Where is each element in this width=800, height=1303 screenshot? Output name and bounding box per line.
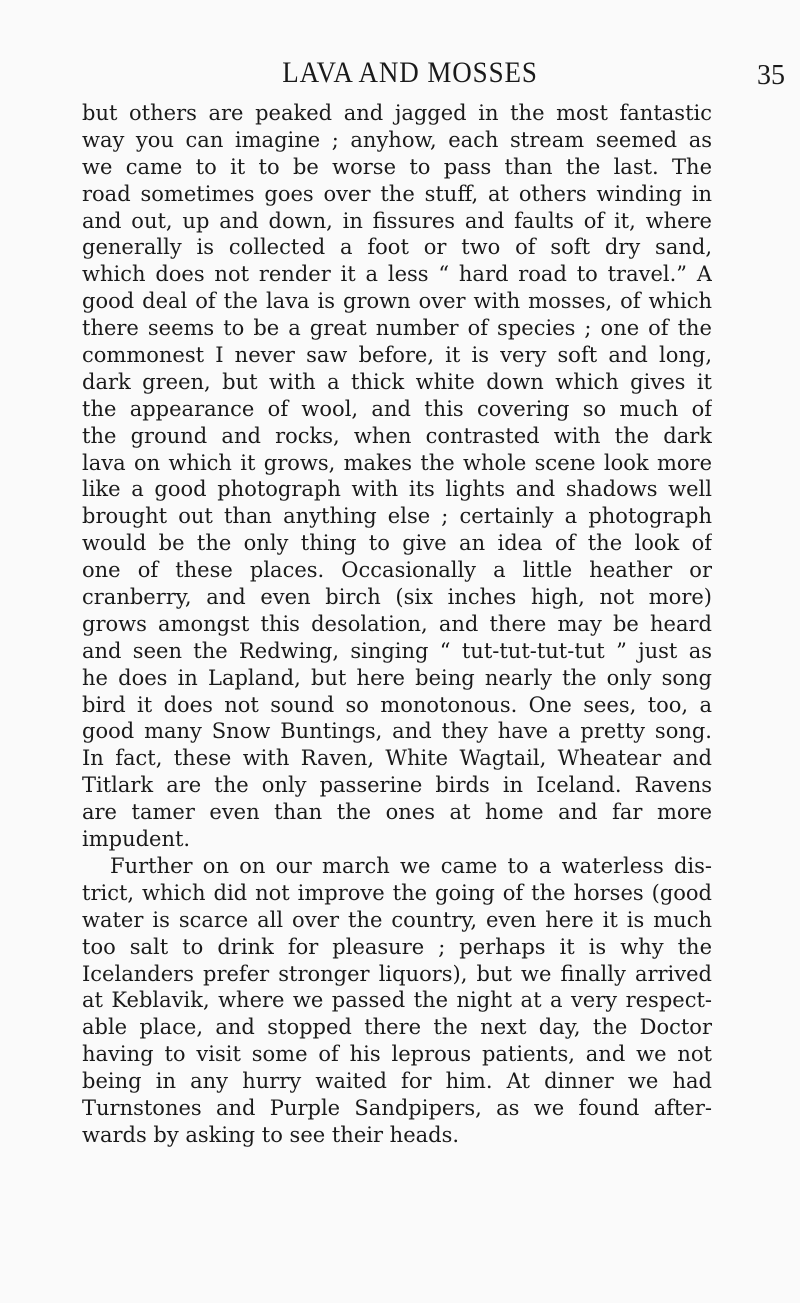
text-line: being in any hurry waited for him. At dinner we had xyxy=(82,1069,712,1094)
text-line: too salt to drink for pleasure ; perhaps it is why the xyxy=(82,934,712,959)
text-line: the appearance of wool, and this covering so much of xyxy=(82,396,712,421)
paragraph-end-line: impudent. xyxy=(82,827,191,852)
text-line: good many Snow Buntings, and they have a pretty song. xyxy=(82,719,712,744)
text-line: grows amongst this desolation, and there may be heard xyxy=(82,611,712,636)
text-line: cranberry, and even birch (six inches high, not more) xyxy=(82,585,712,610)
text-line: way you can imagine ; anyhow, each stream seemed as xyxy=(82,127,712,152)
running-head: LAVA AND MOSSES xyxy=(282,56,538,89)
text-line: brought out than anything else ; certainly a photograph xyxy=(82,504,712,529)
text-line: are tamer even than the ones at home and far more xyxy=(82,800,712,825)
text-line: commonest I never saw before, it is very soft and long, xyxy=(82,343,712,368)
text-line: dark green, but with a thick white down which gives it xyxy=(82,369,712,394)
text-line: road sometimes goes over the stuff, at others winding in xyxy=(82,181,712,206)
paragraph-end-line: wards by asking to see their heads. xyxy=(82,1122,460,1147)
text-line: good deal of the lava is grown over with mosses, of which xyxy=(82,289,712,314)
text-line: bird it does not sound so monotonous. One sees, too, a xyxy=(82,692,712,717)
text-line: and out, up and down, in fissures and faults of it, where xyxy=(82,208,712,233)
text-line: Titlark are the only passerine birds in Iceland. Ravens xyxy=(82,773,712,798)
text-line: but others are peaked and jagged in the most fantastic xyxy=(82,101,712,125)
text-line: Turnstones and Purple Sandpipers, as we found after- xyxy=(82,1095,712,1120)
text-line: there seems to be a great number of species ; one of the xyxy=(82,316,712,341)
text-line: able place, and stopped there the next day, the Doctor xyxy=(82,1015,712,1040)
text-line: he does in Lapland, but here being nearly the only song xyxy=(82,665,712,690)
text-line: having to visit some of his leprous patients, and we not xyxy=(82,1042,712,1067)
text-line: we came to it to be worse to pass than the last. The xyxy=(82,154,712,179)
paragraph-start-line: Further on on our march we came to a waterless dis- xyxy=(110,853,712,878)
text-line: one of these places. Occasionally a little heather or xyxy=(82,558,712,583)
text-line: the ground and rocks, when contrasted with the dark xyxy=(82,423,712,448)
text-line: and seen the Redwing, singing “ tut-tut-tut-tut ” just as xyxy=(82,638,712,663)
text-line: Icelanders prefer stronger liquors), but we finally arrived xyxy=(82,961,712,986)
text-line: at Keblavik, where we passed the night at a very respect- xyxy=(82,988,712,1013)
page-number: 35 xyxy=(757,60,785,91)
text-line: like a good photograph with its lights and shadows well xyxy=(82,477,712,502)
text-line: which does not render it a less “ hard road to travel.” A xyxy=(82,262,712,287)
text-line: trict, which did not improve the going of the horses (good xyxy=(82,880,712,905)
text-line: water is scarce all over the country, even here it is much xyxy=(82,907,712,932)
body-text xyxy=(82,100,712,1149)
text-line: would be the only thing to give an idea of the look of xyxy=(82,531,712,556)
text-line: In fact, these with Raven, White Wagtail, Wheatear and xyxy=(82,746,712,771)
text-line: lava on which it grows, makes the whole scene look more xyxy=(82,450,712,475)
text-line: generally is collected a foot or two of soft dry sand, xyxy=(82,235,712,260)
